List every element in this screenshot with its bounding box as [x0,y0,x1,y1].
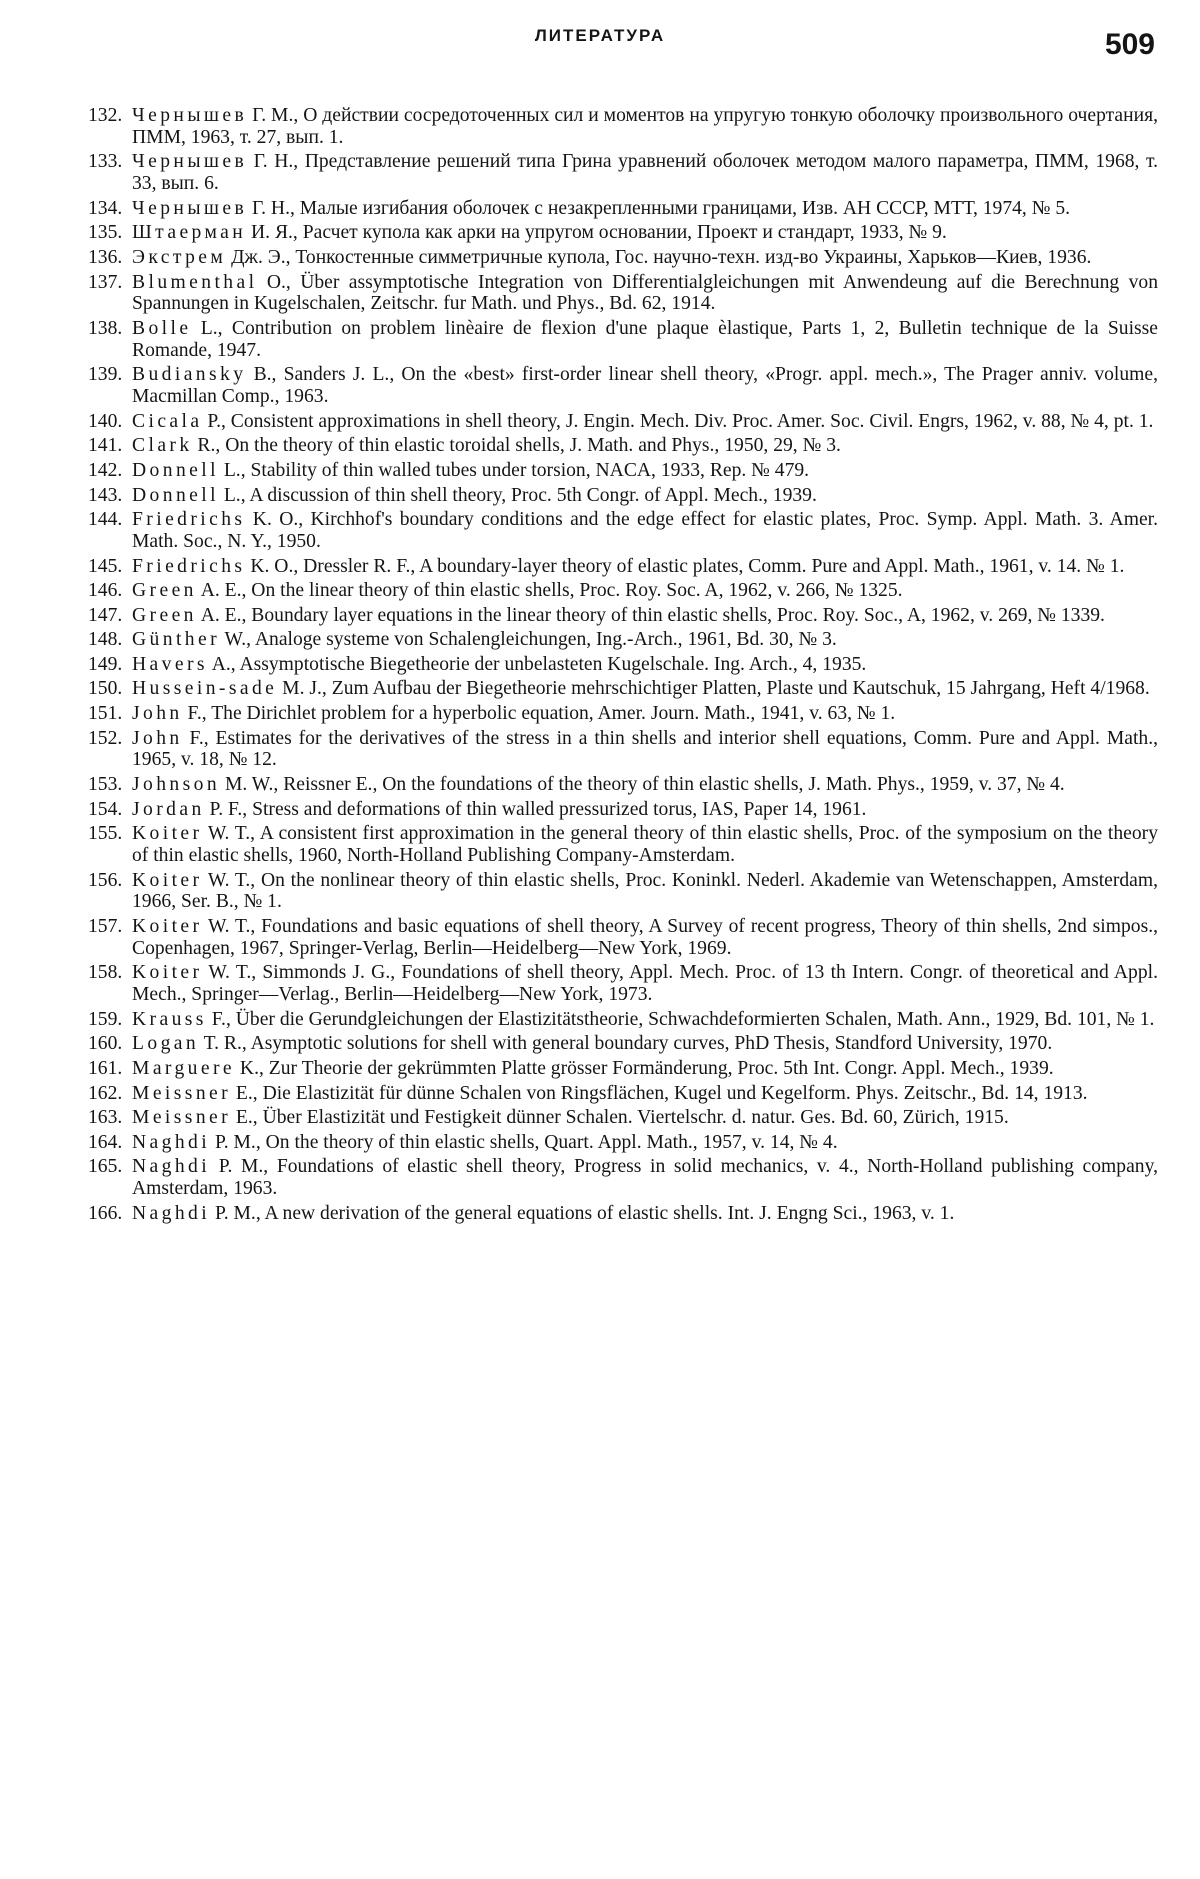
reference-item [88,605,1158,627]
reference-details: P. F., Stress and deformations of thin walled pressurized torus, IAS, Paper 14, 1961. [204,798,867,820]
reference-number: 153. [88,774,123,796]
reference-number: 149. [88,653,123,675]
reference-item [88,1083,1158,1105]
reference-details: W. T., On the nonlinear theory of thin elastic shells, Proc. Koninkl. Nederl. Akademie van Wetenschappen, Amsterdam, 1966, Ser. B., № 1. [132,869,1158,913]
reference-number: 165. [88,1156,123,1178]
reference-author: Bolle [132,317,192,339]
reference-author: Donnell [132,484,219,506]
reference-details: Г. Н., Малые изгибания оболочек с незакрепленными границами, Изв. АН СССР, МТТ, 1974, № 5. [247,197,1071,219]
reference-details: P., Consistent approximations in shell theory, J. Engin. Mech. Div. Proc. Amer. Soc. Civil. Engrs, 1962, v. 88, № 4, pt. 1. [202,410,1154,432]
reference-number: 154. [88,798,123,820]
reference-author: Koiter [132,916,203,938]
reference-details: E., Über Elastizität und Festigkeit dünner Schalen. Viertelschr. d. natur. Ges. Bd. 60, Zürich, 1915. [231,1107,1009,1129]
reference-number: 162. [88,1082,123,1104]
reference-number: 156. [88,869,123,891]
reference-details: L., Contribution on problem linèaire de flexion d'une plaque èlastique, Parts 1, 2, Bulletin technique de la Suisse Romande, 1947. [132,317,1158,361]
reference-details: K. O., Dressler R. F., A boundary-layer theory of elastic plates, Comm. Pure and Appl. Math., 1961, v. 14. № 1. [245,555,1125,577]
reference-text [132,703,1158,725]
reference-author: Marguere [132,1057,236,1079]
reference-item [88,222,1158,244]
reference-item [88,272,1158,316]
reference-details: B., Sanders J. L., On the «best» first-order linear shell theory, «Progr. appl. mech.», The Prager anniv. volume, Macmillan Comp., 1963. [132,364,1158,408]
reference-details: F., Estimates for the derivatives of the stress in a thin shells and interior shell equations, Comm. Pure and Appl. Math., 1965, v. 18, № 12. [132,727,1158,771]
reference-item [88,435,1158,457]
reference-author: Naghdi [132,1156,211,1178]
reference-text [132,222,1158,244]
reference-item [88,556,1158,578]
reference-number: 151. [88,703,123,725]
reference-item [88,485,1158,507]
reference-author: Logan [132,1033,200,1055]
reference-details: M. J., Zum Aufbau der Biegetheorie mehrschichtiger Platten, Plaste und Kautschuk, 15 Jahrgang, Heft 4/1968. [277,678,1150,700]
reference-number: 147. [88,604,123,626]
reference-details: P. M., Foundations of elastic shell theory, Progress in solid mechanics, v. 4., North-Holland publishing company, Amsterdam, 1963. [132,1156,1158,1200]
reference-author: Hussein-sade [132,678,278,700]
reference-item [88,318,1158,362]
reference-author: Johnson [132,774,221,796]
reference-item [88,1132,1158,1154]
reference-text [132,580,1158,602]
reference-author: John [132,703,183,725]
reference-details: R., On the theory of thin elastic toroidal shells, J. Math. and Phys., 1950, 29, № 3. [192,435,841,457]
reference-text [132,318,1158,362]
reference-details: W. T., Foundations and basic equations of shell theory, A Survey of recent progress, Theory of thin shells, 2nd simpos., Copenhagen, 1967, Springer-Verlag, Berlin—Heidelberg—New York, 1969. [132,916,1158,959]
reference-details: Дж. Э., Тонкостенные симметричные купола, Гос. научно-техн. изд-во Украины, Харьков—Киев, 1936. [226,246,1092,268]
reference-details: F., The Dirichlet problem for a hyperbolic equation, Amer. Journ. Math., 1941, v. 63, № 1. [182,703,896,725]
reference-item [88,411,1158,433]
reference-text [132,1107,1158,1129]
reference-author: Havers [132,653,208,675]
reference-author: Чернышев [132,197,248,219]
reference-number: 155. [88,823,123,845]
reference-author: Green [132,604,197,626]
reference-details: A. E., Boundary layer equations in the linear theory of thin elastic shells, Proc. Roy. Soc., A, 1962, v. 269, № 1339. [196,604,1105,626]
reference-number: 158. [88,962,123,984]
reference-number: 134. [88,197,123,219]
reference-number: 144. [88,509,123,531]
reference-item [88,509,1158,553]
reference-text [132,1009,1158,1031]
reference-text [132,654,1158,676]
reference-details: K. O., Kirchhof's boundary conditions and the edge effect for elastic plates, Proc. Symp. Appl. Math. 3. Amer. Math. Soc., N. Y., 1950. [132,509,1158,552]
reference-author: Green [132,580,197,602]
reference-number: 137. [88,271,123,293]
reference-text [132,485,1158,507]
reference-number: 145. [88,555,123,577]
reference-author: Koiter [132,962,203,984]
reference-author: Meissner [132,1082,232,1104]
reference-text [132,411,1158,433]
reference-details: L., A discussion of thin shell theory, Proc. 5th Congr. of Appl. Mech., 1939. [218,484,817,506]
page-number: 509 [1104,28,1155,61]
reference-details: L., Stability of thin walled tubes under torsion, NACA, 1933, Rep. № 479. [218,459,810,481]
reference-author: Budiansky [132,364,247,386]
reference-item [88,1009,1158,1031]
reference-details: W. T., Simmonds J. G., Foundations of shell theory, Appl. Mech. Proc. of 13 th Intern. Congr. of theoretical and Appl. Mech., Springer—Verlag., Berlin—Heidelberg—New York, 1973. [132,962,1158,1006]
reference-text [132,870,1158,914]
reference-item [88,870,1158,914]
reference-author: Blumenthal [132,271,258,293]
reference-text [132,605,1158,627]
reference-text [132,962,1158,1006]
reference-item [88,962,1158,1006]
reference-text [132,247,1158,269]
reference-text [132,1033,1158,1055]
reference-author: Cicala [132,410,203,432]
reference-text [132,272,1158,316]
reference-item [88,1156,1158,1200]
reference-author: Штаерман [132,222,247,244]
reference-author: Donnell [132,459,219,481]
reference-list [88,105,1158,1227]
reference-item [88,105,1158,149]
reference-item [88,629,1158,651]
reference-number: 160. [88,1033,123,1055]
reference-item [88,580,1158,602]
reference-number: 133. [88,151,123,173]
reference-item [88,151,1158,195]
reference-details: K., Zur Theorie der gekrümmten Platte grösser Formänderung, Proc. 5th Int. Congr. Appl. Mech., 1939. [235,1057,1054,1079]
reference-text [132,198,1158,220]
reference-author: Krauss [132,1008,207,1030]
reference-text [132,774,1158,796]
reference-author: Friedrichs [132,509,246,531]
reference-item [88,823,1158,867]
reference-author: Meissner [132,1107,232,1129]
reference-text [132,799,1158,821]
reference-number: 148. [88,629,123,651]
reference-number: 152. [88,727,123,749]
reference-text [132,364,1158,408]
reference-item [88,774,1158,796]
reference-number: 161. [88,1057,123,1079]
reference-details: T. R., Asymptotic solutions for shell with general boundary curves, PhD Thesis, Standford University, 1970. [199,1033,1053,1055]
reference-text [132,1203,1158,1225]
reference-author: Günther [132,629,221,651]
reference-number: 166. [88,1202,123,1224]
reference-number: 143. [88,484,123,506]
reference-author: Koiter [132,823,203,845]
running-head: ЛИТЕРАТУРА [534,26,666,45]
reference-author: Naghdi [132,1202,211,1224]
reference-text [132,151,1158,195]
reference-number: 150. [88,678,123,700]
reference-details: O., Über assymptotische Integration von Differentialgleichungen mit Anwendeung auf die Berechnung von Spannungen in Kugelschalen, Zeitschr. fur Math. und Phys., Bd. 62, 1914. [132,271,1158,315]
reference-item [88,678,1158,700]
reference-item [88,799,1158,821]
reference-author: Чернышев [132,105,248,126]
reference-number: 164. [88,1131,123,1153]
reference-details: A. E., On the linear theory of thin elastic shells, Proc. Roy. Soc. A, 1962, v. 266, № 1325. [196,580,903,602]
reference-details: P. M., A new derivation of the general equations of elastic shells. Int. J. Engng Sci., 1963, v. 1. [210,1202,955,1224]
reference-author: John [132,727,183,749]
reference-details: W., Analoge systeme von Schalengleichungen, Ing.-Arch., 1961, Bd. 30, № 3. [220,629,837,651]
reference-author: Friedrichs [132,555,246,577]
reference-author: Naghdi [132,1131,211,1153]
reference-item [88,654,1158,676]
reference-details: И. Я., Расчет купола как арки на упругом основании, Проект и стандарт, 1933, № 9. [246,222,947,244]
reference-item [88,703,1158,725]
reference-text [132,460,1158,482]
reference-number: 159. [88,1008,123,1030]
reference-item [88,1203,1158,1225]
reference-text [132,1083,1158,1105]
reference-number: 141. [88,435,123,457]
reference-text [132,556,1158,578]
reference-details: A., Assymptotische Biegetheorie der unbelasteten Kugelschale. Ing. Arch., 4, 1935. [207,653,867,675]
reference-number: 142. [88,459,123,481]
reference-author: Koiter [132,869,203,891]
reference-author: Экстрем [132,246,227,268]
reference-text [132,629,1158,651]
reference-number: 138. [88,317,123,339]
reference-text [132,1156,1158,1200]
reference-text [132,509,1158,553]
reference-author: Clark [132,435,193,457]
reference-number: 146. [88,580,123,602]
reference-text [132,1132,1158,1154]
reference-details: E., Die Elastizität für dünne Schalen von Ringsflächen, Kugel und Kegelform. Phys. Zeitschr., Bd. 14, 1913. [231,1082,1088,1104]
reference-item [88,1058,1158,1080]
reference-item [88,1107,1158,1129]
reference-details: Г. М., О действии сосредоточенных сил и моментов на упругую тонкую оболочку произвольного очертания, ПММ, 1963, т. 27, вып. 1. [132,105,1158,148]
reference-number: 157. [88,916,123,938]
reference-text [132,435,1158,457]
reference-details: Г. Н., Представление решений типа Грина уравнений оболочек методом малого параметра, ПММ, 1968, т. 33, вып. 6. [132,151,1158,195]
reference-text [132,916,1158,960]
reference-author: Чернышев [132,151,248,173]
reference-item [88,728,1158,772]
reference-text [132,728,1158,772]
reference-item [88,247,1158,269]
reference-details: M. W., Reissner E., On the foundations of the theory of thin elastic shells, J. Math. Phys., 1959, v. 37, № 4. [220,774,1065,796]
reference-details: W. T., A consistent first approximation in the general theory of thin elastic shells, Proc. of the symposium on the theory of thin elastic shells, 1960, North-Holland Publishing Company-Amsterdam. [132,823,1158,867]
reference-item [88,1033,1158,1055]
reference-text [132,105,1158,149]
reference-number: 132. [88,105,123,126]
reference-text [132,823,1158,867]
reference-details: F., Über die Gerundgleichungen der Elastizitätstheorie, Schwachdeformierten Schalen, Math. Ann., 1929, Bd. 101, № 1. [206,1008,1155,1030]
reference-item [88,364,1158,408]
reference-number: 135. [88,222,123,244]
reference-number: 136. [88,246,123,268]
reference-text [132,1058,1158,1080]
reference-number: 140. [88,410,123,432]
reference-details: P. M., On the theory of thin elastic shells, Quart. Appl. Math., 1957, v. 14, № 4. [210,1131,838,1153]
reference-item [88,198,1158,220]
reference-number: 163. [88,1107,123,1129]
reference-number: 139. [88,364,123,386]
reference-item [88,460,1158,482]
reference-text [132,678,1158,700]
reference-item [88,916,1158,960]
reference-author: Jordan [132,798,205,820]
